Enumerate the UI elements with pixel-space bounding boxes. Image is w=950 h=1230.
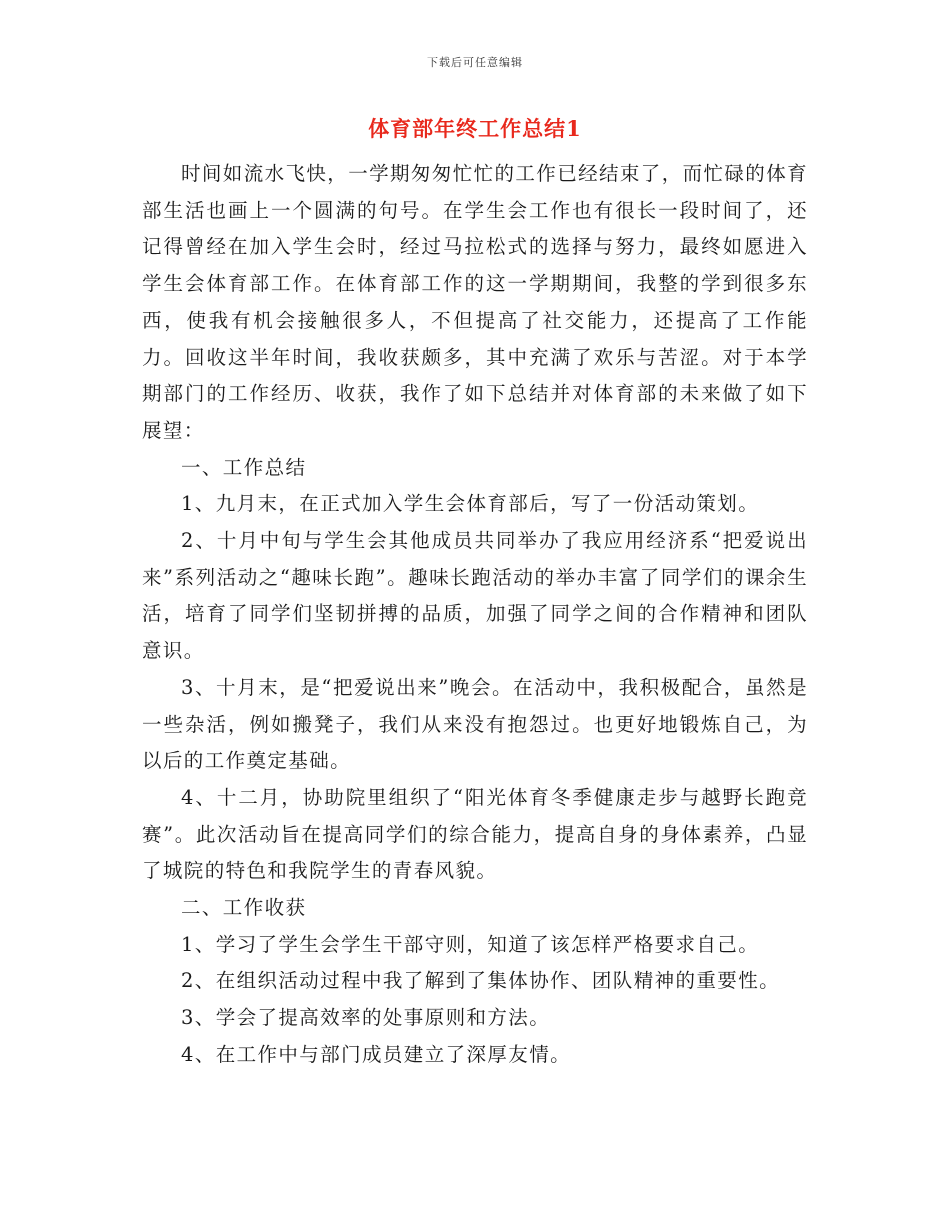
paragraph-item: 2、在组织活动过程中我了解到了集体协作、团队精神的重要性。 [181,969,781,993]
paragraph-item: 4、在工作中与部门成员建立了深厚友情。 [181,1042,572,1066]
document-body [142,156,808,1074]
paragraph-item: 4、十二月，协助院里组织了“阳光体育冬季健康走步与越野长跑竞赛”。此次活动旨在提高同学们的综合能力，提高自身的身体素养，凸显了城院的特色和我院学生的青春风貌。 [142,785,808,883]
header-note: 下载后可任意编辑 [427,56,523,69]
section-heading-work-gains: 二、工作收获 [181,896,307,920]
paragraph-item: 2、十月中旬与学生会其他成员共同举办了我应用经济系“把爱说出来”系列活动之“趣味长跑”。趣味长跑活动的举办丰富了同学们的课余生活，培育了同学们坚韧拼搏的品质，加强了同学之间的合作精神和团队意识。 [142,529,808,663]
paragraph-item: 3、十月末，是“把爱说出来”晚会。在活动中，我积极配合，虽然是一些杂活，例如搬凳子，我们从来没有抱怨过。也更好地锻炼自己，为以后的工作奠定基础。 [142,675,808,773]
document-title: 体育部年终工作总结1 [368,116,582,141]
paragraph-item: 1、学习了学生会学生干部守则，知道了该怎样严格要求自己。 [181,932,760,956]
section-heading-work-summary: 一、工作总结 [181,455,307,479]
paragraph-intro: 时间如流水飞快，一学期匆匆忙忙的工作已经结束了，而忙碌的体育部生活也画上一个圆满的句号。在学生会工作也有很长一段时间了，还记得曾经在加入学生会时，经过马拉松式的选择与努力，最终如愿进入学生会体育部工作。在体育部工作的这一学期期间，我整的学到很多东西，使我有机会接触很多人，不但提高了社交能力，还提高了工作能力。回收这半年时间，我收获颇多，其中充满了欢乐与苦涩。对于本学期部门的工作经历、收获，我作了如下总结并对体育部的未来做了如下展望： [142,162,809,442]
paragraph-item: 1、九月末，在正式加入学生会体育部后，写了一份活动策划。 [181,492,760,516]
paragraph-item: 3、学会了提高效率的处事原则和方法。 [181,1006,551,1030]
